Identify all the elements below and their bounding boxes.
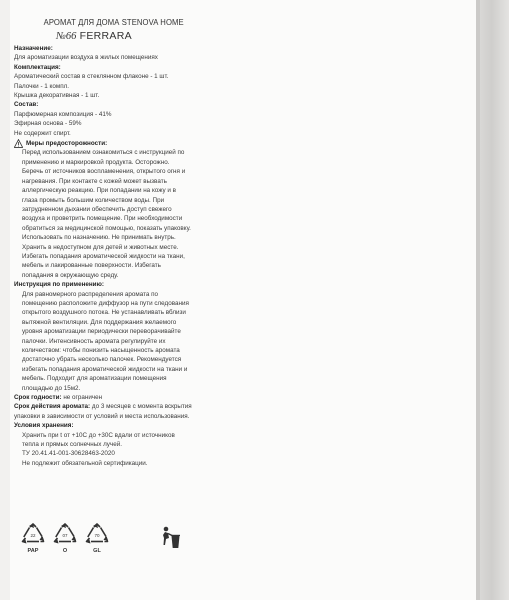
exclamation-triangle-icon (14, 139, 23, 148)
recycle-symbol-o (52, 522, 78, 556)
action-title: Срок действия аромата: (14, 403, 91, 411)
instructions-title: Инструкция по применению: (14, 281, 105, 289)
recycle-label: PAP (27, 548, 39, 554)
label-text (14, 44, 192, 468)
composition-title: Состав: (14, 101, 39, 109)
tu-text: ТУ 20.41.41-001-30628463-2020 (22, 450, 115, 458)
shelf-title: Срок годности: (14, 394, 62, 402)
purpose-text: Для ароматизации воздуха в жилых помещениях (14, 54, 158, 62)
package-back-panel (10, 0, 476, 600)
precautions-text: Перед использованием ознакомиться с инструкцией по применению и маркировкой продукта. Осторожно. Беречь от источников воспламенения, открытого огня и нагревания. При контакте с кожей может вызвать аллергическую реакцию. При попадании на кожу и в глаза промыть большим количеством воды. При затрудненном дыхании обеспечить доступ свежего воздуха и проветрить помещение. При необходимости обратиться за медицинской помощью, показать упаковку. Использовать по назначению. Не принимать внутрь. Хранить в недоступном для детей и животных месте. Избегать попадания ароматической жидкости на ткани, мебель и лакированные поверхности. Избегать попадания в окружающую среду. (22, 149, 191, 279)
cert-text: Не подлежит обязательной сертификации. (22, 459, 148, 467)
shelf-life (14, 393, 192, 402)
recycle-code: 70 (94, 533, 100, 538)
kit-item: Ароматический состав в стеклянном флаконе - 1 шт. (14, 73, 169, 81)
purpose-title: Назначение: (14, 45, 53, 52)
precautions-title: Меры предосторожности: (26, 140, 108, 148)
action-text: до 3 месяцев с момента вскрытия упаковки в зависимости от условий и места использования. (14, 403, 192, 420)
recycle-label: GL (93, 548, 101, 554)
box-side (480, 0, 509, 600)
kit-item: Палочки - 1 компл. (14, 82, 70, 90)
recycle-symbol-gl (84, 522, 110, 556)
aroma-duration (14, 402, 192, 421)
kit-title: Комплектация: (14, 63, 61, 71)
kit-item: Крышка декоративная - 1 шт. (14, 92, 100, 100)
composition-item: Не содержит спирт. (14, 129, 71, 137)
precautions-heading (14, 139, 192, 148)
recycle-code: 22 (30, 533, 36, 538)
composition-item: Парфюмерная композиция - 41% (14, 110, 112, 118)
recycling-symbols (20, 522, 190, 582)
product-number: №66 (56, 31, 77, 42)
brand-line: АРОМАТ ДЛЯ ДОМА STENOVA HOME (43, 18, 184, 27)
tidyman-icon (160, 525, 182, 551)
shelf-text: не ограничен (63, 394, 103, 402)
storage-text: Хранить при t от +10С до +30С вдали от источников тепла и прямых солнечных лучей. (22, 431, 175, 449)
product-title (56, 30, 132, 42)
recycle-symbol-pap (20, 522, 46, 556)
composition-item: Эфирная основа - 59% (14, 120, 82, 128)
storage-title: Условия хранения: (14, 422, 74, 430)
recycle-label: O (62, 548, 68, 554)
product-name: FERRARA (79, 30, 132, 42)
recycle-code: 07 (62, 533, 68, 538)
instructions-text: Для равномерного распределения аромата по помещению расположите диффузор на пути следования открытого воздушного потока. Не устанавливать вблизи вытяжной вентиляции. Для поддержания желаемого уровня ароматизации периодически переворачивайте палочки. Интенсивность аромата регулируйте их количеством: чтобы понизить насыщенность аромата достаточно убрать несколько палочек. Рекомендуется избегать попадания ароматической жидкости на ткани и мебель. Подходит для ароматизации помещения площадью до 15м2. (22, 290, 189, 392)
